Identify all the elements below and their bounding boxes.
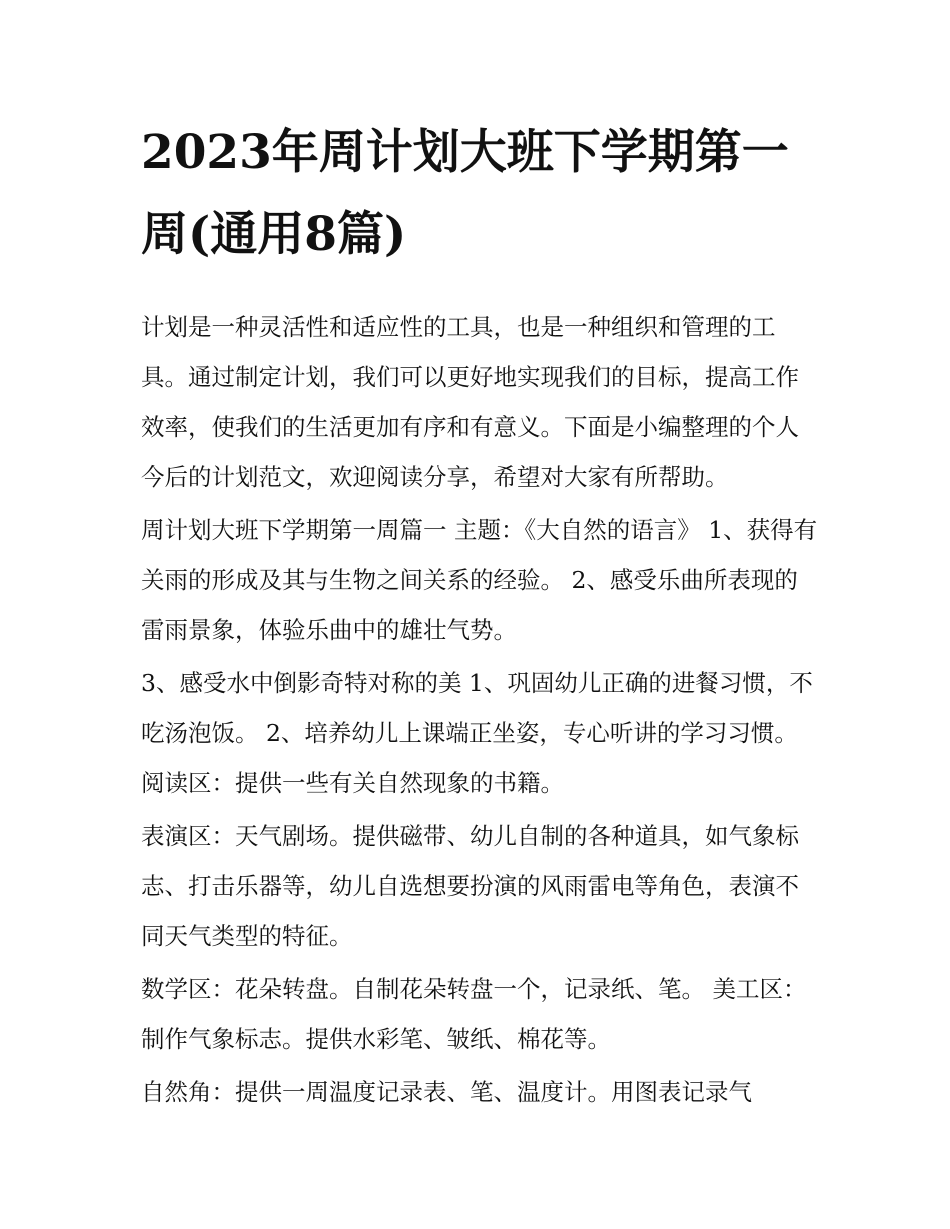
paragraph-intro: 计划是一种灵活性和适应性的工具，也是一种组织和管理的工具。通过制定计划，我们可以更好地实现我们的目标，提高工作效率，使我们的生活更加有序和有意义。下面是小编整理的个人今后的计划范文，欢迎阅读分享，希望对大家有所帮助。 (141, 313, 799, 491)
paragraph-nature-corner: 自然角：提供一周温度记录表、笔、温度计。用图表记录气 (141, 1078, 752, 1106)
document-title: 2023年周计划大班下学期第一周(通用8篇) (141, 125, 789, 262)
paragraph-goals-reading-area: 3、感受水中倒影奇特对称的美 1、巩固幼儿正确的进餐习惯，不吃汤泡饭。 2、培养幼儿上课端正坐姿，专心听讲的学习习惯。 阅读区：提供一些有关自然现象的书籍。 (141, 669, 813, 797)
document-page (141, 112, 821, 1120)
paragraph-math-art-area: 数学区：花朵转盘。自制花朵转盘一个，记录纸、笔。 美工区：制作气象标志。提供水彩笔、皱纸、棉花等。 (141, 975, 807, 1053)
paragraph-week-plan-theme: 周计划大班下学期第一周篇一 主题：《大自然的语言》 1、获得有关雨的形成及其与生物之间关系的经验。 2、感受乐曲所表现的雷雨景象，体验乐曲中的雄壮气势。 (141, 516, 818, 644)
paragraph-performance-area: 表演区：天气剧场。提供磁带、幼儿自制的各种道具，如气象标志、打击乐器等，幼儿自选想要扮演的风雨雷电等角色，表演不同天气类型的特征。 (141, 822, 799, 950)
